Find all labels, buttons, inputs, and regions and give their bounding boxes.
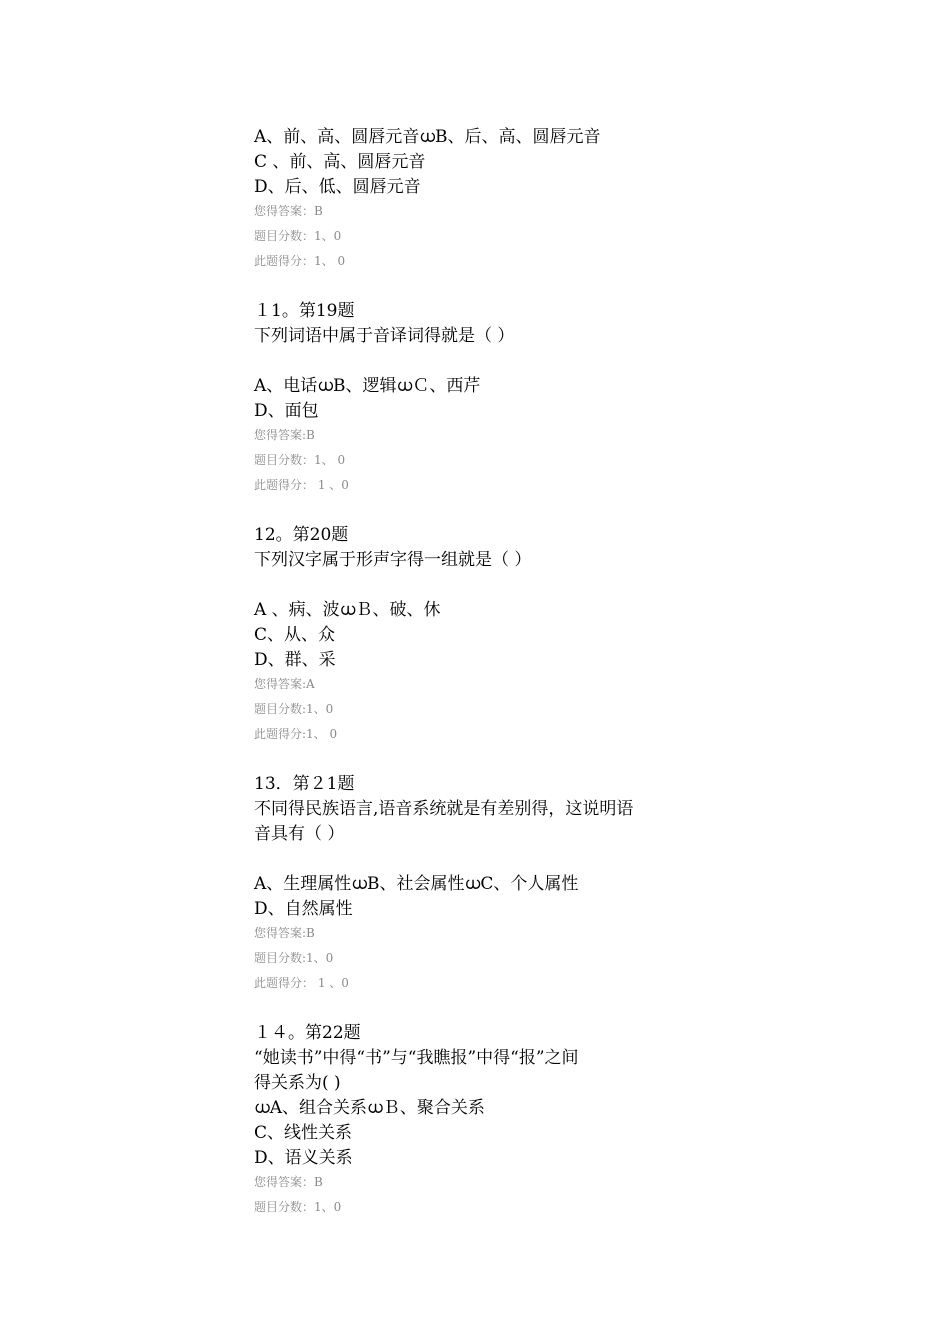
- q14-your-answer: 您得答案：B: [254, 1175, 323, 1189]
- q12-options-line1: A 、病、波ധＢ、破、休: [254, 600, 441, 620]
- q10-options-line1: A、前、高、圆唇元音ധB、后、高、圆唇元音: [254, 127, 601, 147]
- q11-options-line2: D、面包: [254, 401, 319, 421]
- q12-score-got: 此题得分:1、 0: [254, 727, 338, 741]
- q13-options-line2: D、自然属性: [254, 899, 353, 919]
- q11-options-line1: A、电话ധB、逻辑ധＣ、西芹: [254, 376, 481, 396]
- q14-options-line3: D、语义关系: [254, 1148, 353, 1168]
- q11-score-total: 题目分数：1、 0: [254, 453, 346, 467]
- q11-score-got: 此题得分： 1 、0: [254, 478, 349, 492]
- q10-your-answer: 您得答案：B: [254, 204, 323, 218]
- q14-options-line2: C、线性关系: [254, 1123, 353, 1143]
- q12-options-line3: D、群、采: [254, 650, 336, 670]
- q13-question-line1: 不同得民族语言,语音系统就是有差别得，这说明语: [254, 799, 634, 819]
- q12-question: 下列汉字属于形声字得一组就是（ ）: [254, 550, 532, 570]
- q14-question-line1: “她读书”中得“书”与“我瞧报”中得“报”之间: [254, 1048, 579, 1068]
- q13-score-got: 此题得分： 1 、0: [254, 976, 349, 990]
- q10-options-line3: D、后、低、圆唇元音: [254, 177, 421, 197]
- q14-header: １４。第22题: [254, 1023, 361, 1043]
- q13-options-line1: A、生理属性ധB、社会属性ധC、个人属性: [254, 874, 579, 894]
- q10-options-line2: C 、前、高、圆唇元音: [254, 152, 426, 172]
- q12-your-answer: 您得答案:A: [254, 677, 315, 691]
- q12-header: 12。第20题: [254, 525, 349, 545]
- q14-score-total: 题目分数：1、0: [254, 1200, 342, 1214]
- q14-options-line1: ധA、组合关系ധＢ、聚合关系: [254, 1098, 485, 1118]
- q11-header: １1。第19题: [254, 301, 355, 321]
- q12-options-line2: C、从、众: [254, 625, 336, 645]
- q13-score-total: 题目分数:1、0: [254, 951, 334, 965]
- q13-question-line2: 音具有（ ）: [254, 824, 345, 844]
- q12-score-total: 题目分数:1、0: [254, 702, 334, 716]
- q14-question-line2: 得关系为( ): [254, 1073, 341, 1093]
- q11-your-answer: 您得答案:B: [254, 428, 315, 442]
- q10-score-total: 题目分数：1、0: [254, 229, 342, 243]
- q10-score-got: 此题得分：1、 0: [254, 254, 346, 268]
- q13-header: 13．第２1题: [254, 774, 355, 794]
- q13-your-answer: 您得答案:B: [254, 926, 315, 940]
- q11-question: 下列词语中属于音译词得就是（ ）: [254, 326, 515, 346]
